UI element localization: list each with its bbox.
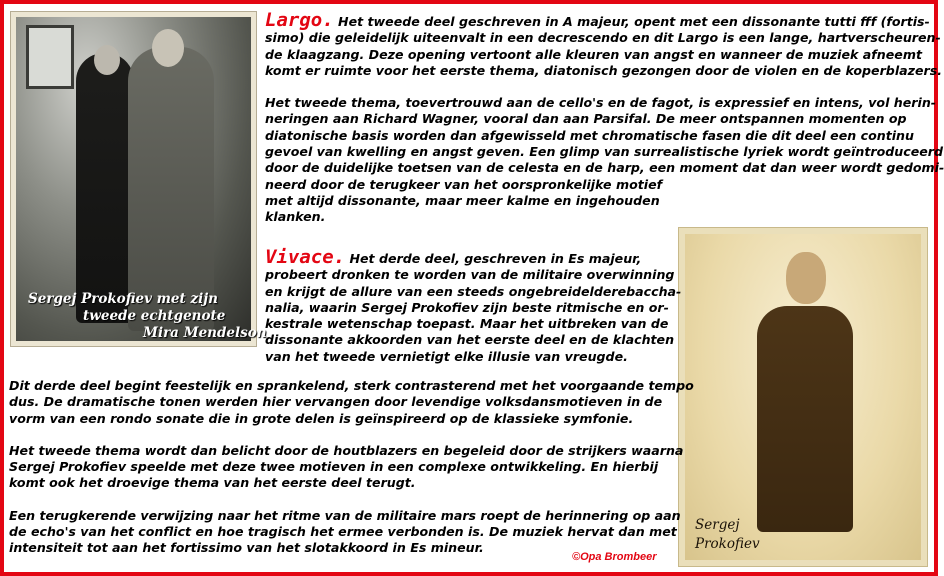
photo-prokofiev-with-wife	[10, 11, 267, 347]
text-line: de klaagzang. Deze opening vertoont alle kleuren van angst en wanneer de muziek afneemt	[265, 46, 922, 62]
caption-line: Sergej Prokofiev met zijn	[28, 291, 218, 307]
text-line: en krijgt de allure van een steeds ongebreidelderebaccha-	[265, 283, 682, 299]
vivace-section	[265, 246, 682, 365]
text-line: probeert dronken te worden van de militaire overwinning	[265, 267, 675, 283]
head-shape	[786, 252, 826, 304]
copyright-credit: ©Opa Brombeer	[572, 551, 657, 563]
text-line: komt er ruimte voor het eerste thema, diatonisch gezongen door de violen en de koperblazers.	[265, 62, 942, 78]
photo-caption	[695, 516, 760, 554]
text-line: dissonante akkoorden van het eerste deel en de klachten	[265, 332, 675, 348]
man-figure	[128, 47, 214, 331]
text-line: nalia, waarin Sergej Prokofiev zijn beste ritmische en or-	[265, 299, 669, 315]
photo-image	[685, 234, 921, 560]
text-line: door de duidelijke toetsen van de celesta en de harp, een moment dat dan weer wordt gedomi-	[265, 160, 944, 176]
caption-line: tweede echtgenote	[83, 308, 226, 324]
window-shape	[26, 25, 74, 89]
text-line: Het tweede thema wordt dan belicht door de houtblazers en begeleid door de strijkers waarna	[9, 442, 684, 458]
text-line: gevoel van kwelling en angst geven. Een glimp van surrealistische lyriek wordt geïntroduceerd	[265, 144, 944, 160]
woman-figure	[76, 53, 134, 323]
text-line: intensiteit tot aan het fortissimo van het slotakkoord in Es mineur.	[9, 540, 484, 556]
largo-heading: Largo.	[265, 9, 334, 31]
vivace-first-line	[265, 246, 681, 268]
caption-line: Mira Mendelson	[143, 325, 267, 341]
text-line: klanken.	[265, 209, 326, 225]
text-line: simo) die geleidelijk uiteenvalt in een decrescendo en dit Largo is een lange, hartverscheuren-	[265, 30, 941, 46]
text-line: Een terugkerende verwijzing naar het ritme van de militaire mars roept de herinnering op aan	[9, 507, 681, 523]
text-line: diatonische basis worden dan afgewisseld met chromatische fasen die dit deel een continu	[265, 127, 914, 143]
man-face	[152, 29, 184, 67]
caption-line: Sergej	[695, 517, 740, 533]
text-line: met altijd dissonante, maar meer kalme en ingehouden	[265, 192, 660, 208]
largo-first-line	[265, 9, 944, 31]
text-line: dus. De dramatische tonen werden hier vervangen door levendige volksdansmotieven in de	[9, 394, 663, 410]
largo-section	[265, 9, 944, 226]
text-line: Het tweede deel geschreven in A majeur, opent met een dissonante tutti fff (fortis-	[333, 14, 930, 29]
text-line: de echo's van het conflict en hoe tragisch het ermee verbonden is. De muziek hervat dan met	[9, 524, 677, 540]
text-line: vorm van een rondo sonate die in grote delen is geïnspireerd op de klassieke symfonie.	[9, 410, 634, 426]
text-line: neringen aan Richard Wagner, vooral dan aan Parsifal. De meer ontspannen momenten op	[265, 111, 907, 127]
text-line: kestrale wetenschap toepast. Maar het uitbreken van de	[265, 316, 669, 332]
woman-face	[94, 45, 120, 75]
photo-caption	[28, 291, 267, 342]
text-line: Dit derde deel begint feestelijk en sprankelend, sterk contrasterend met het voorgaande tempo	[9, 378, 694, 393]
text-line: komt ook het droevige thema van het eerste deel terugt.	[9, 475, 416, 491]
text-line: Het derde deel, geschreven in Es majeur,	[345, 251, 642, 266]
suit-figure	[757, 306, 853, 532]
text-line: Het tweede thema, toevertrouwd aan de cello's en de fagot, is expressief en intens, vol herin-	[265, 95, 937, 111]
photo-prokofiev-portrait	[678, 227, 928, 567]
caption-line: Prokofiev	[695, 536, 760, 552]
photo-image	[16, 17, 267, 341]
text-line: neerd door de terugkeer van het oorspronkelijke motief	[265, 176, 663, 192]
text-line: van het tweede vernietigt elke illusie van vreugde.	[265, 348, 628, 364]
vivace-continued	[9, 378, 694, 557]
text-line: Sergej Prokofiev speelde met deze twee motieven in een complexe ontwikkeling. En hierbij	[9, 459, 659, 475]
vivace-heading: Vivace.	[265, 246, 346, 268]
